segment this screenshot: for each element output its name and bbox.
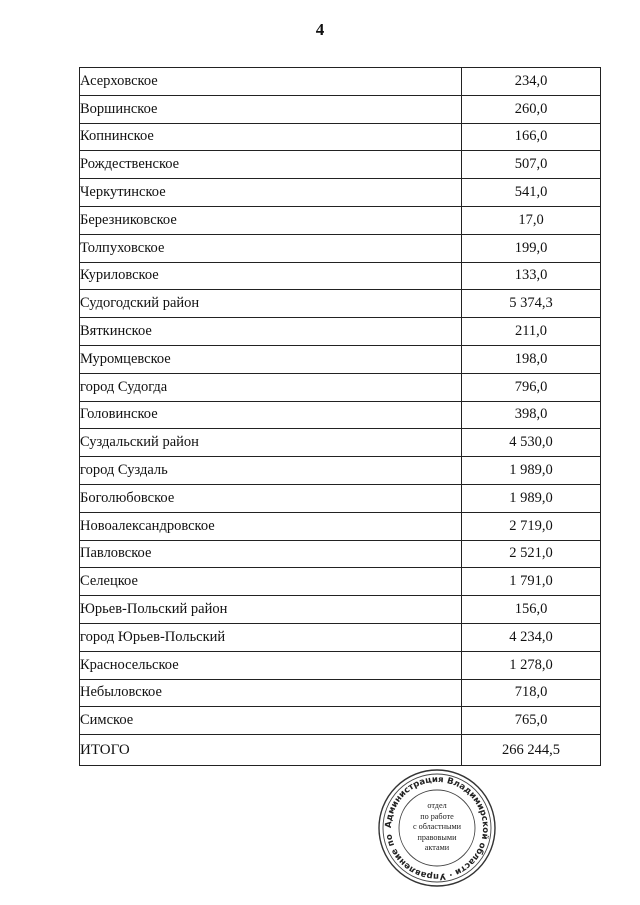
row-name-cell: Судогодский район	[80, 290, 462, 318]
total-value-cell: 266 244,5	[462, 735, 601, 766]
row-value-cell: 765,0	[462, 707, 601, 735]
row-name-cell: Вяткинское	[80, 318, 462, 346]
row-name-cell: Небыловское	[80, 679, 462, 707]
row-value-cell: 398,0	[462, 401, 601, 429]
row-name-cell: Толпуховское	[80, 234, 462, 262]
row-name-cell: город Юрьев-Польский	[80, 623, 462, 651]
row-value-cell: 507,0	[462, 151, 601, 179]
table-row	[80, 262, 601, 290]
table-row	[80, 290, 601, 318]
row-value-cell: 199,0	[462, 234, 601, 262]
row-value-cell: 1 989,0	[462, 484, 601, 512]
row-value-cell: 234,0	[462, 68, 601, 96]
table-row	[80, 401, 601, 429]
table-row	[80, 318, 601, 346]
row-name-cell: Копнинское	[80, 123, 462, 151]
table-row	[80, 179, 601, 207]
table-row	[80, 68, 601, 96]
official-stamp	[376, 768, 498, 888]
row-name-cell: Черкутинское	[80, 179, 462, 207]
row-value-cell: 166,0	[462, 123, 601, 151]
table-row	[80, 123, 601, 151]
table-row	[80, 679, 601, 707]
row-name-cell: Асерховское	[80, 68, 462, 96]
row-name-cell: Селецкое	[80, 568, 462, 596]
row-value-cell: 4 530,0	[462, 429, 601, 457]
row-name-cell: город Суздаль	[80, 457, 462, 485]
table-row	[80, 540, 601, 568]
row-name-cell: Головинское	[80, 401, 462, 429]
stamp-center-line: актами	[424, 843, 450, 852]
svg-text:Администрация Владимирской обл: Администрация Владимирской области · Управление по	[383, 774, 491, 882]
row-name-cell: Суздальский район	[80, 429, 462, 457]
row-value-cell: 718,0	[462, 679, 601, 707]
row-name-cell: город Судогда	[80, 373, 462, 401]
table-row	[80, 651, 601, 679]
row-value-cell: 17,0	[462, 206, 601, 234]
row-name-cell: Воршинское	[80, 95, 462, 123]
row-value-cell: 198,0	[462, 345, 601, 373]
table-row	[80, 568, 601, 596]
row-name-cell: Боголюбовское	[80, 484, 462, 512]
row-value-cell: 4 234,0	[462, 623, 601, 651]
table-row	[80, 707, 601, 735]
row-value-cell: 260,0	[462, 95, 601, 123]
row-name-cell: Березниковское	[80, 206, 462, 234]
total-label-cell: ИТОГО	[80, 735, 462, 766]
row-name-cell: Рождественское	[80, 151, 462, 179]
row-name-cell: Куриловское	[80, 262, 462, 290]
table-body	[80, 68, 601, 766]
stamp-center-line: с областными	[412, 822, 462, 831]
row-name-cell: Павловское	[80, 540, 462, 568]
row-value-cell: 211,0	[462, 318, 601, 346]
table-row	[80, 512, 601, 540]
row-value-cell: 1 791,0	[462, 568, 601, 596]
row-name-cell: Новоалександровское	[80, 512, 462, 540]
row-name-cell: Красносельское	[80, 651, 462, 679]
stamp-center-text	[399, 801, 475, 854]
row-value-cell: 2 521,0	[462, 540, 601, 568]
row-value-cell: 1 989,0	[462, 457, 601, 485]
row-name-cell: Муромцевское	[80, 345, 462, 373]
table-row	[80, 596, 601, 624]
row-value-cell: 796,0	[462, 373, 601, 401]
total-row	[80, 735, 601, 766]
table-row	[80, 484, 601, 512]
table-row	[80, 373, 601, 401]
stamp-center-line: по работе	[420, 811, 454, 821]
table-row	[80, 345, 601, 373]
table-row	[80, 206, 601, 234]
table-row	[80, 234, 601, 262]
row-value-cell: 5 374,3	[462, 290, 601, 318]
row-name-cell: Юрьев-Польский район	[80, 596, 462, 624]
page-number: 4	[315, 20, 325, 39]
allocation-table	[79, 67, 601, 766]
stamp-center-line: отдел	[427, 801, 447, 810]
table-row	[80, 151, 601, 179]
stamp-center-line: правовыми	[417, 832, 457, 842]
table-row	[80, 95, 601, 123]
row-value-cell: 156,0	[462, 596, 601, 624]
row-value-cell: 2 719,0	[462, 512, 601, 540]
row-value-cell: 1 278,0	[462, 651, 601, 679]
row-name-cell: Симское	[80, 707, 462, 735]
table-row	[80, 623, 601, 651]
row-value-cell: 133,0	[462, 262, 601, 290]
table-row	[80, 429, 601, 457]
row-value-cell: 541,0	[462, 179, 601, 207]
table-row	[80, 457, 601, 485]
